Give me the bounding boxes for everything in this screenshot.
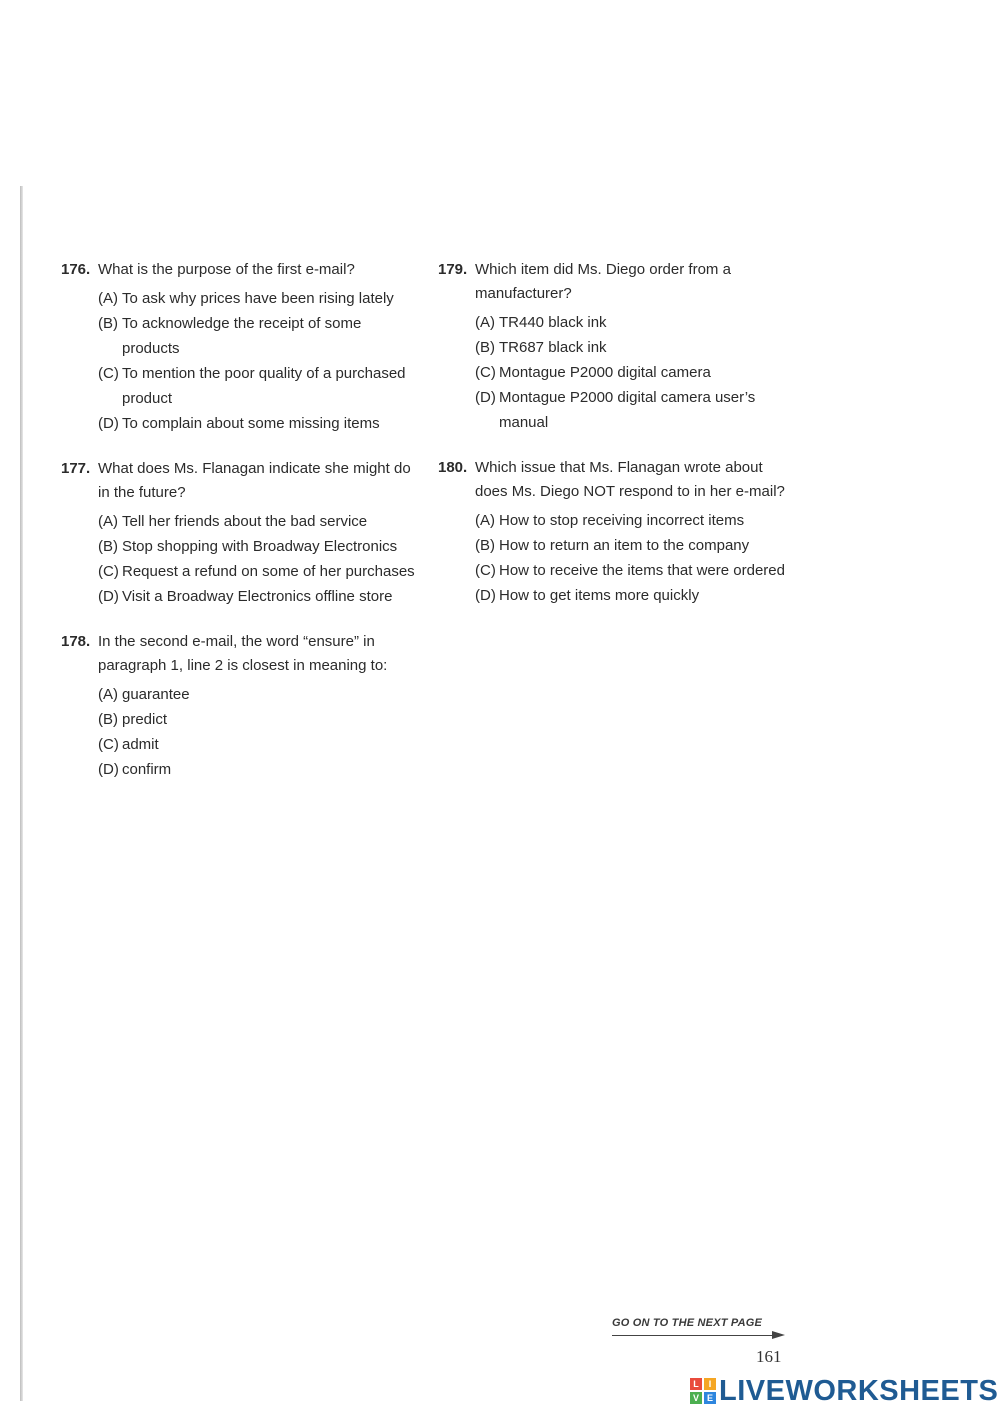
logo-tile: I — [704, 1378, 716, 1390]
option-letter: (D) — [98, 415, 119, 432]
option-letter: (B) — [98, 315, 118, 332]
option-letter: (A) — [98, 290, 118, 307]
option-text: admit — [122, 736, 159, 753]
question-number: 178. — [61, 633, 91, 650]
option-letter: (D) — [475, 389, 496, 406]
question-176 — [61, 258, 416, 436]
option-text: TR687 black ink — [499, 339, 607, 356]
option-letter: (B) — [475, 537, 495, 554]
arrow-line — [612, 1335, 774, 1336]
option-letter: (D) — [98, 588, 119, 605]
logo-tile: L — [690, 1378, 702, 1390]
question-text: What does Ms. Flanagan indicate she might do in the future? — [98, 460, 411, 501]
question-177 — [61, 457, 416, 609]
brand-name: LIVEWORKSHEETS — [719, 1374, 999, 1407]
option-text: Montague P2000 digital camera — [499, 364, 711, 381]
option-a[interactable] — [98, 682, 416, 707]
option-text: confirm — [122, 761, 172, 778]
option-letter: (B) — [98, 538, 118, 555]
scan-edge — [20, 186, 23, 1401]
option-text: Stop shopping with Broadway Electronics — [122, 538, 398, 555]
arrow-right-icon — [772, 1331, 785, 1339]
option-letter: (A) — [98, 513, 118, 530]
option-a[interactable] — [475, 310, 793, 335]
question-number: 176. — [61, 261, 91, 278]
option-c[interactable] — [475, 360, 793, 385]
option-text: guarantee — [122, 686, 190, 703]
option-letter: (C) — [475, 562, 496, 579]
option-a[interactable] — [98, 509, 416, 534]
option-b[interactable] — [98, 534, 416, 559]
option-d[interactable] — [98, 757, 416, 782]
question-179 — [438, 258, 793, 435]
option-text: To mention the poor quality of a purchased product — [122, 365, 406, 407]
option-c[interactable] — [475, 558, 793, 583]
page-number: 161 — [756, 1347, 782, 1366]
option-d[interactable] — [475, 583, 793, 608]
option-c[interactable] — [98, 361, 416, 411]
option-d[interactable] — [475, 385, 793, 435]
logo-tile: V — [690, 1392, 702, 1404]
option-d[interactable] — [98, 411, 416, 436]
liveworksheets-brand — [690, 1375, 998, 1407]
question-number: 179. — [438, 261, 468, 278]
option-letter: (B) — [98, 711, 118, 728]
question-number: 177. — [61, 460, 91, 477]
option-text: TR440 black ink — [499, 314, 607, 331]
question-text: What is the purpose of the first e-mail? — [98, 261, 355, 278]
option-list — [98, 682, 416, 782]
question-text: In the second e-mail, the word “ensure” in paragraph 1, line 2 is closest in meaning to: — [98, 633, 388, 674]
option-list — [98, 286, 416, 436]
option-text: Request a refund on some of her purchases — [122, 563, 415, 580]
question-180 — [438, 456, 793, 608]
question-number: 180. — [438, 459, 468, 476]
option-letter: (C) — [98, 365, 119, 382]
option-letter: (D) — [475, 587, 496, 604]
option-letter: (C) — [98, 563, 119, 580]
logo-tile: E — [704, 1392, 716, 1404]
option-text: To acknowledge the receipt of some products — [122, 315, 362, 357]
option-text: predict — [122, 711, 168, 728]
option-text: Visit a Broadway Electronics offline store — [122, 588, 393, 605]
next-page-indicator — [612, 1317, 787, 1329]
option-list — [98, 509, 416, 609]
option-letter: (A) — [475, 512, 495, 529]
option-b[interactable] — [475, 533, 793, 558]
option-list — [475, 508, 793, 608]
option-b[interactable] — [98, 311, 416, 361]
next-page-label: GO ON TO THE NEXT PAGE — [612, 1317, 763, 1329]
option-text: Montague P2000 digital camera user’s manual — [499, 389, 756, 431]
option-c[interactable] — [98, 732, 416, 757]
left-column — [61, 258, 416, 803]
option-letter: (B) — [475, 339, 495, 356]
question-text: Which issue that Ms. Flanagan wrote about does Ms. Diego NOT respond to in her e-mail? — [475, 459, 785, 500]
option-letter: (C) — [98, 736, 119, 753]
liveworksheets-logo-icon — [690, 1378, 716, 1404]
option-text: To ask why prices have been rising lately — [122, 290, 394, 307]
option-text: How to get items more quickly — [499, 587, 700, 604]
option-text: To complain about some missing items — [122, 415, 380, 432]
option-b[interactable] — [98, 707, 416, 732]
question-text: Which item did Ms. Diego order from a manufacturer? — [475, 261, 731, 302]
option-letter: (A) — [98, 686, 118, 703]
option-text: How to stop receiving incorrect items — [499, 512, 745, 529]
option-list — [475, 310, 793, 435]
option-letter: (C) — [475, 364, 496, 381]
option-d[interactable] — [98, 584, 416, 609]
option-text: How to receive the items that were ordered — [499, 562, 785, 579]
option-a[interactable] — [475, 508, 793, 533]
option-letter: (D) — [98, 761, 119, 778]
option-text: How to return an item to the company — [499, 537, 750, 554]
option-text: Tell her friends about the bad service — [122, 513, 368, 530]
option-a[interactable] — [98, 286, 416, 311]
right-column — [438, 258, 793, 629]
option-c[interactable] — [98, 559, 416, 584]
option-letter: (A) — [475, 314, 495, 331]
question-178 — [61, 630, 416, 782]
option-b[interactable] — [475, 335, 793, 360]
